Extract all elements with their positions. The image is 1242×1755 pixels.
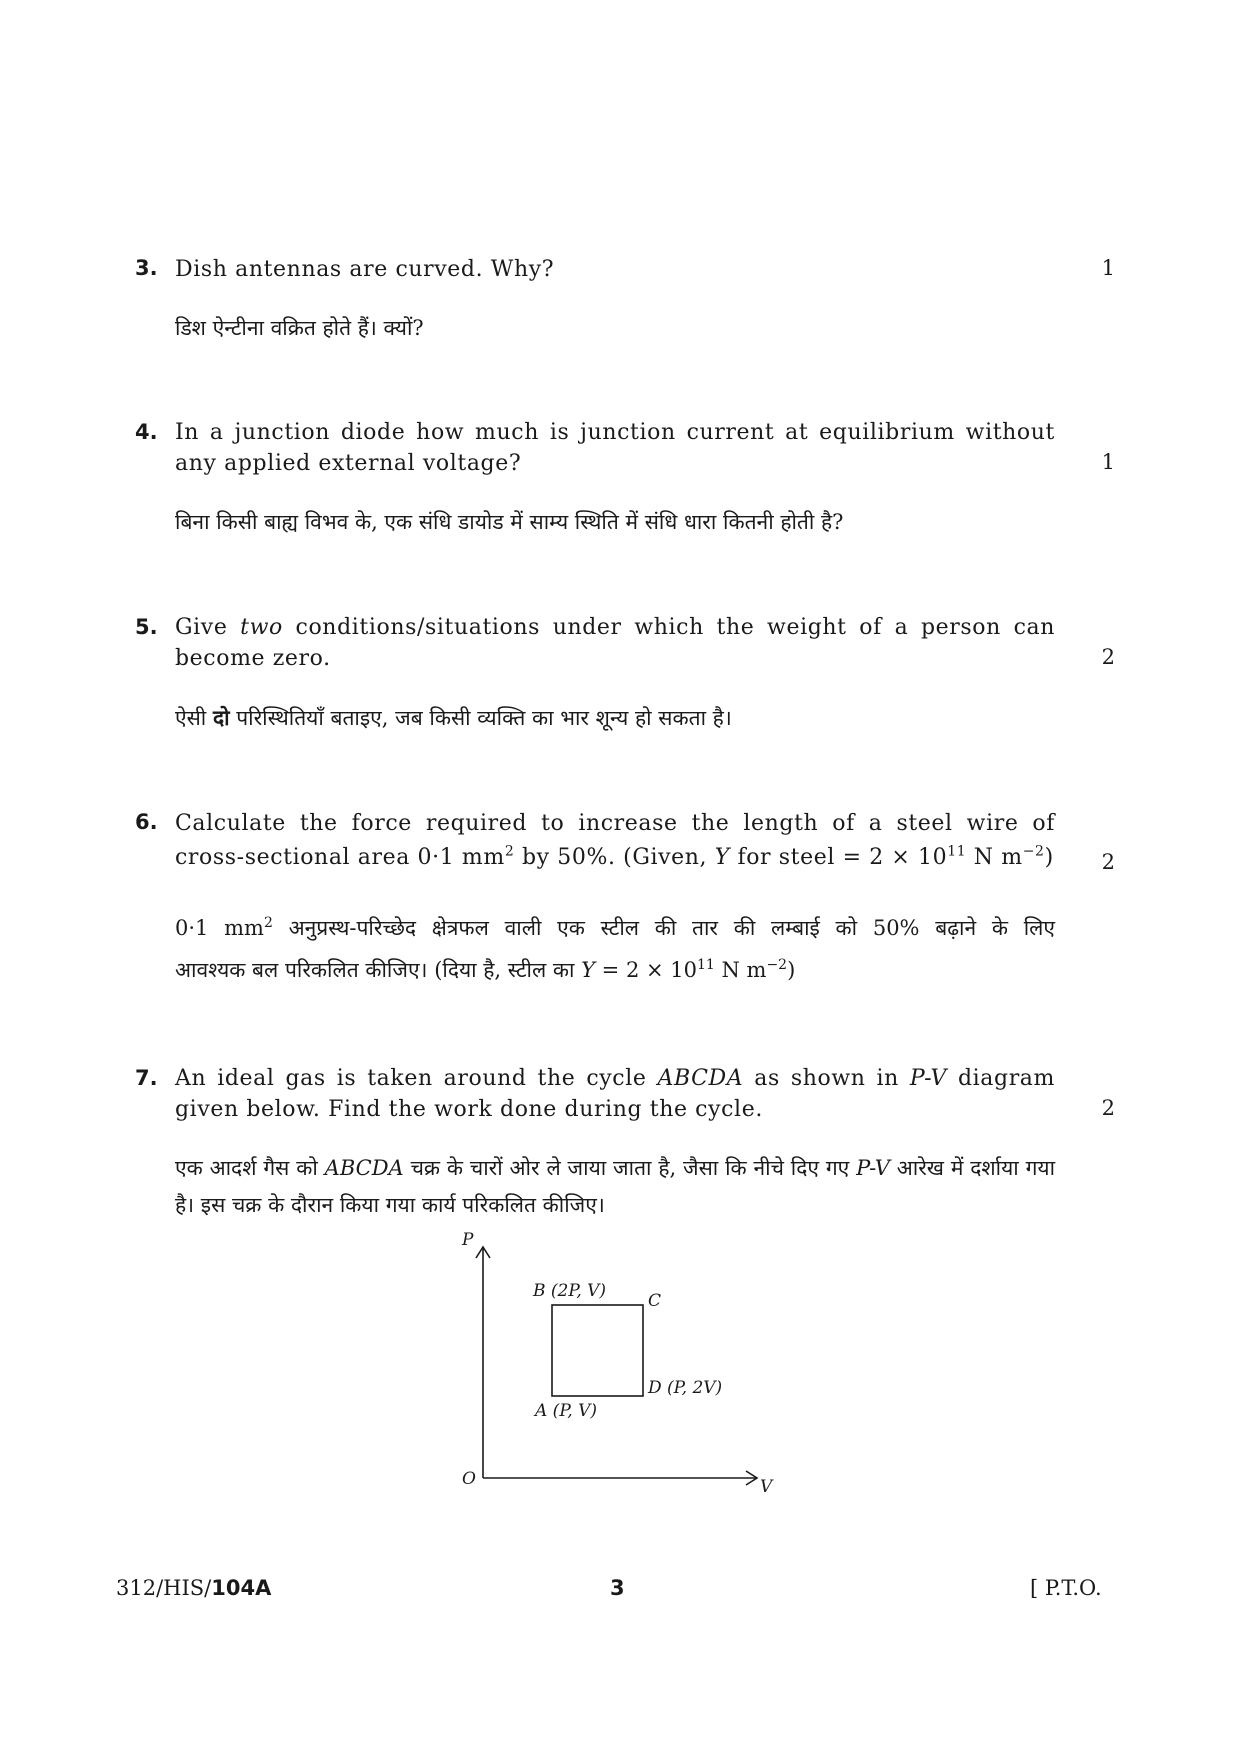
question-number: 5.: [135, 615, 158, 639]
question-text-hindi: ऐसी दो परिस्थितियाँ बताइए, जब किसी व्यक्ति का भार शून्य हो सकता है।: [175, 705, 732, 730]
question-text-hindi: 0·1 $mm^2$ अनुप्रस्थ-परिच्छेद क्षेत्रफल वाली एक स्टील की तार की लम्बाई को 50% बढ़ाने के लिए आवश्यक बल परिकलित कीजिए। (दिया है, स्टील का $Y = 2 \times 10^{11}$ N $m^{-2}$): [175, 915, 1055, 982]
point-label-d: D (P, 2V): [648, 1378, 723, 1398]
marks: 1: [1101, 450, 1115, 474]
question-text-hindi: बिना किसी बाह्य विभव के, एक संधि डायोड में साम्य स्थिति में संधि धारा कितनी होती है?: [175, 510, 844, 534]
p-axis-arrow-icon: [476, 1247, 490, 1258]
question-number: 3.: [135, 256, 158, 280]
question-text-english: In a junction diode how much is junction current at equilibrium without any applied external voltage?: [175, 420, 1055, 476]
axis-label-p: P: [462, 1230, 474, 1250]
question-text-hindi: एक आदर्श गैस को ABCDA चक्र के चारों ओर ले जाया जाता है, जैसा कि नीचे दिए गए P-V आरेख में दर्शाया गया है। इस चक्र के दौरान किया गया कार्य परिकलित कीजिए।: [175, 1156, 1056, 1217]
question-text-english: Give two conditions/situations under which the weight of a person can become zero.: [175, 615, 1055, 671]
question-text-hindi: डिश ऐन्टीना वक्रित होते हैं। क्यों?: [175, 316, 424, 340]
question-text-english: Dish antennas are curved. Why?: [175, 257, 555, 282]
marks: 2: [1101, 850, 1115, 874]
axis-label-v: V: [760, 1477, 773, 1497]
question-number: 6.: [135, 810, 158, 834]
question-text-english: An ideal gas is taken around the cycle ABCDA as shown in P-V diagram given below. Find the work done during the cycle.: [175, 1066, 1055, 1122]
question-text-english: Calculate the force required to increase the length of a steel wire of cross-sectional area 0·1 $mm^2$ by 50%. (Given, Y for steel = $2 \times 10^{11}$ N $m^{-2}$): [175, 811, 1055, 870]
point-label-c: C: [648, 1291, 662, 1311]
v-axis-arrow-icon: [746, 1471, 757, 1485]
question-number: 4.: [135, 420, 158, 444]
marks: 2: [1101, 1096, 1115, 1120]
paper-code: 312/HIS/104A: [116, 1576, 272, 1600]
page-number: 3: [610, 1576, 625, 1600]
point-label-a: A (P, V): [535, 1401, 598, 1421]
point-label-b: B (2P, V): [533, 1281, 607, 1301]
marks: 2: [1101, 645, 1115, 669]
cycle-rectangle: [552, 1305, 643, 1396]
marks: 1: [1101, 256, 1115, 280]
question-number: 7.: [135, 1066, 158, 1090]
origin-label: O: [462, 1469, 476, 1489]
pto-label: [ P.T.O.: [1030, 1576, 1102, 1600]
